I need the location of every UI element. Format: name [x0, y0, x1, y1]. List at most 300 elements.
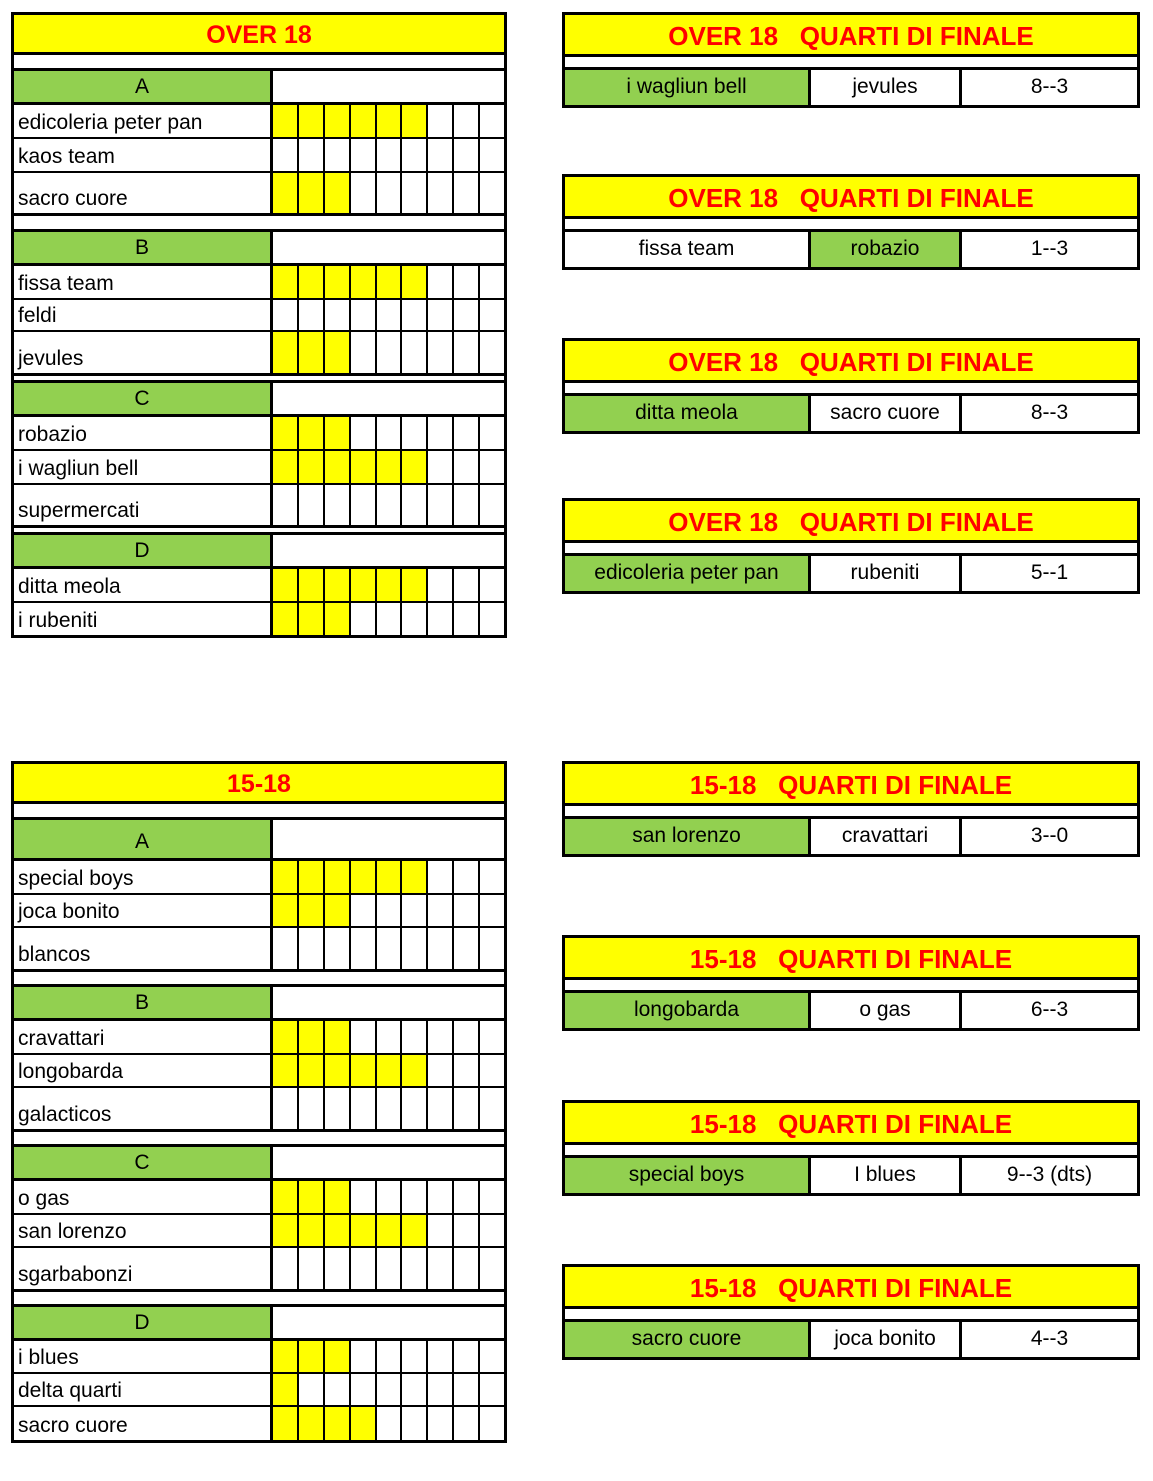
point-cell: [377, 173, 403, 213]
point-cell: [351, 928, 377, 969]
point-cell: [377, 266, 403, 298]
point-cell: [454, 603, 480, 635]
point-cell: [377, 1248, 403, 1289]
point-cell: [351, 1088, 377, 1129]
point-cell: [325, 1248, 351, 1289]
team-name: san lorenzo: [14, 1215, 273, 1246]
point-cell: [325, 300, 351, 330]
points-bar: [273, 300, 504, 330]
table-row: [14, 332, 504, 376]
match-row: [565, 993, 1137, 1028]
over18-groups-table: [11, 12, 507, 638]
point-cell: [377, 1181, 403, 1213]
match-box: [562, 761, 1140, 857]
point-cell: [454, 300, 480, 330]
point-cell: [299, 300, 325, 330]
point-cell: [428, 451, 454, 483]
table-row: [14, 266, 504, 300]
point-cell: [273, 1021, 299, 1053]
table-row: [14, 417, 504, 451]
point-cell: [402, 1341, 428, 1372]
point-cell: [351, 485, 377, 525]
home-team: special boys: [565, 1158, 811, 1193]
points-bar: [273, 266, 504, 298]
home-team: san lorenzo: [565, 819, 811, 854]
team-name: sacro cuore: [14, 173, 273, 213]
team-name: robazio: [14, 417, 273, 449]
point-cell: [325, 569, 351, 601]
point-cell: [299, 1341, 325, 1372]
point-cell: [273, 928, 299, 969]
match-title: 15-18 QUARTI DI FINALE: [565, 1103, 1137, 1145]
team-name: delta quarti: [14, 1374, 273, 1405]
point-cell: [480, 861, 504, 893]
group-header-a: A: [14, 820, 504, 861]
point-cell: [299, 1407, 325, 1440]
table-row: [14, 861, 504, 895]
point-cell: [299, 895, 325, 926]
point-cell: [402, 1181, 428, 1213]
point-cell: [480, 451, 504, 483]
match-score: 8--3: [1030, 75, 1069, 98]
point-cell: [325, 332, 351, 373]
point-cell: [454, 451, 480, 483]
point-cell: [273, 417, 299, 449]
point-cell: [480, 1374, 504, 1405]
point-cell: [351, 569, 377, 601]
point-cell: [480, 895, 504, 926]
point-cell: [351, 139, 377, 171]
point-cell: [402, 1021, 428, 1053]
away-team: sacro cuore: [811, 396, 962, 431]
point-cell: [454, 485, 480, 525]
point-cell: [402, 485, 428, 525]
point-cell: [480, 1021, 504, 1053]
away-team: o gas: [811, 993, 962, 1028]
point-cell: [454, 1374, 480, 1405]
point-cell: [351, 895, 377, 926]
point-cell: [325, 417, 351, 449]
match-score: 4--3: [1030, 1327, 1069, 1350]
section-title: OVER 18: [14, 15, 504, 55]
point-cell: [428, 928, 454, 969]
point-cell: [402, 173, 428, 213]
point-cell: [273, 1215, 299, 1246]
team-name: jevules: [14, 332, 273, 373]
point-cell: [454, 332, 480, 373]
table-row: [14, 1374, 504, 1407]
match-score: 5--1: [1030, 561, 1069, 584]
point-cell: [325, 266, 351, 298]
match-row: [565, 819, 1137, 854]
points-bar: [273, 1021, 504, 1053]
point-cell: [377, 895, 403, 926]
point-cell: [273, 105, 299, 137]
point-cell: [351, 861, 377, 893]
table-row: [14, 139, 504, 173]
point-cell: [351, 1374, 377, 1405]
match-box: [562, 174, 1140, 270]
point-cell: [351, 1215, 377, 1246]
table-row: [14, 1055, 504, 1088]
point-cell: [428, 139, 454, 171]
point-cell: [299, 1181, 325, 1213]
table-row: [14, 895, 504, 928]
group-header-a: A: [14, 71, 504, 105]
group-header-b: B: [14, 987, 504, 1021]
point-cell: [480, 1407, 504, 1440]
point-cell: [454, 1181, 480, 1213]
point-cell: [428, 1215, 454, 1246]
point-cell: [480, 266, 504, 298]
section-title: 15-18: [14, 764, 504, 804]
point-cell: [480, 300, 504, 330]
table-row: [14, 1088, 504, 1132]
point-cell: [325, 895, 351, 926]
point-cell: [428, 266, 454, 298]
point-cell: [273, 603, 299, 635]
point-cell: [480, 1248, 504, 1289]
point-cell: [325, 1181, 351, 1213]
point-cell: [480, 485, 504, 525]
team-name: joca bonito: [14, 895, 273, 926]
point-cell: [377, 1088, 403, 1129]
point-cell: [428, 332, 454, 373]
points-bar: [273, 332, 504, 373]
point-cell: [454, 861, 480, 893]
point-cell: [299, 417, 325, 449]
point-cell: [273, 266, 299, 298]
points-bar: [273, 1248, 504, 1289]
point-cell: [480, 1088, 504, 1129]
point-cell: [428, 861, 454, 893]
point-cell: [454, 895, 480, 926]
point-cell: [299, 139, 325, 171]
table-row: [14, 451, 504, 485]
points-bar: [273, 569, 504, 601]
point-cell: [402, 895, 428, 926]
point-cell: [480, 1181, 504, 1213]
point-cell: [402, 451, 428, 483]
point-cell: [351, 1407, 377, 1440]
point-cell: [402, 105, 428, 137]
match-title: 15-18 QUARTI DI FINALE: [565, 938, 1137, 980]
point-cell: [299, 1021, 325, 1053]
point-cell: [454, 1215, 480, 1246]
team-name: sacro cuore: [14, 1407, 273, 1440]
point-cell: [273, 139, 299, 171]
point-cell: [377, 1021, 403, 1053]
away-team: I blues: [811, 1158, 962, 1193]
point-cell: [428, 173, 454, 213]
point-cell: [351, 451, 377, 483]
match-score: 9--3 (dts): [1006, 1163, 1093, 1186]
group-header-b: B: [14, 232, 504, 266]
point-cell: [325, 1055, 351, 1086]
point-cell: [377, 300, 403, 330]
point-cell: [454, 417, 480, 449]
point-cell: [299, 603, 325, 635]
point-cell: [402, 1407, 428, 1440]
away-team: rubeniti: [811, 556, 962, 591]
point-cell: [299, 332, 325, 373]
match-title: OVER 18 QUARTI DI FINALE: [565, 501, 1137, 543]
point-cell: [325, 603, 351, 635]
point-cell: [377, 1374, 403, 1405]
point-cell: [351, 1021, 377, 1053]
point-cell: [428, 1021, 454, 1053]
point-cell: [480, 332, 504, 373]
match-box: [562, 338, 1140, 434]
point-cell: [377, 451, 403, 483]
table-row: [14, 1021, 504, 1055]
point-cell: [454, 569, 480, 601]
team-name: blancos: [14, 928, 273, 969]
point-cell: [454, 1021, 480, 1053]
point-cell: [273, 1341, 299, 1372]
point-cell: [454, 1248, 480, 1289]
match-box: [562, 1264, 1140, 1360]
table-row: [14, 603, 504, 635]
point-cell: [325, 173, 351, 213]
table-row: [14, 569, 504, 603]
point-cell: [377, 603, 403, 635]
point-cell: [325, 1021, 351, 1053]
point-cell: [454, 173, 480, 213]
point-cell: [480, 1215, 504, 1246]
point-cell: [299, 485, 325, 525]
point-cell: [377, 1215, 403, 1246]
point-cell: [299, 1215, 325, 1246]
table-row: [14, 105, 504, 139]
home-team: edicoleria peter pan: [565, 556, 811, 591]
point-cell: [428, 300, 454, 330]
match-row: [565, 556, 1137, 591]
point-cell: [351, 300, 377, 330]
point-cell: [299, 266, 325, 298]
point-cell: [273, 1374, 299, 1405]
points-bar: [273, 485, 504, 525]
match-title: OVER 18 QUARTI DI FINALE: [565, 341, 1137, 383]
points-bar: [273, 1341, 504, 1372]
point-cell: [428, 485, 454, 525]
point-cell: [454, 1088, 480, 1129]
team-name: i wagliun bell: [14, 451, 273, 483]
point-cell: [273, 451, 299, 483]
point-cell: [428, 603, 454, 635]
point-cell: [273, 332, 299, 373]
team-name: galacticos: [14, 1088, 273, 1129]
team-name: kaos team: [14, 139, 273, 171]
team-name: i blues: [14, 1341, 273, 1372]
point-cell: [480, 1341, 504, 1372]
point-cell: [480, 603, 504, 635]
point-cell: [402, 1088, 428, 1129]
point-cell: [299, 173, 325, 213]
team-name: i rubeniti: [14, 603, 273, 635]
points-bar: [273, 1181, 504, 1213]
point-cell: [377, 569, 403, 601]
point-cell: [377, 105, 403, 137]
table-row: [14, 300, 504, 332]
point-cell: [325, 451, 351, 483]
home-team: ditta meola: [565, 396, 811, 431]
away-team: joca bonito: [811, 1322, 962, 1357]
away-team: robazio: [811, 232, 962, 267]
point-cell: [428, 1407, 454, 1440]
point-cell: [428, 569, 454, 601]
point-cell: [299, 1088, 325, 1129]
team-name: special boys: [14, 861, 273, 893]
point-cell: [299, 861, 325, 893]
point-cell: [480, 173, 504, 213]
point-cell: [377, 928, 403, 969]
points-bar: [273, 603, 504, 635]
away-team: jevules: [811, 70, 962, 105]
match-title: 15-18 QUARTI DI FINALE: [565, 764, 1137, 806]
point-cell: [351, 105, 377, 137]
point-cell: [377, 139, 403, 171]
point-cell: [273, 895, 299, 926]
point-cell: [428, 1181, 454, 1213]
point-cell: [377, 1055, 403, 1086]
match-title: 15-18 QUARTI DI FINALE: [565, 1267, 1137, 1309]
group-header-c: C: [14, 1147, 504, 1181]
point-cell: [402, 1055, 428, 1086]
point-cell: [402, 569, 428, 601]
points-bar: [273, 173, 504, 213]
point-cell: [402, 1374, 428, 1405]
point-cell: [273, 1088, 299, 1129]
team-name: fissa team: [14, 266, 273, 298]
point-cell: [351, 332, 377, 373]
point-cell: [402, 300, 428, 330]
point-cell: [273, 1248, 299, 1289]
point-cell: [377, 861, 403, 893]
team-name: supermercati: [14, 485, 273, 525]
point-cell: [454, 1341, 480, 1372]
point-cell: [402, 417, 428, 449]
point-cell: [325, 485, 351, 525]
point-cell: [325, 1374, 351, 1405]
table-row: [14, 1341, 504, 1374]
point-cell: [325, 105, 351, 137]
point-cell: [402, 603, 428, 635]
group-header-d: D: [14, 535, 504, 569]
away-team: cravattari: [811, 819, 962, 854]
point-cell: [351, 1248, 377, 1289]
points-bar: [273, 1407, 504, 1440]
point-cell: [351, 1341, 377, 1372]
point-cell: [428, 417, 454, 449]
match-title: OVER 18 QUARTI DI FINALE: [565, 177, 1137, 219]
home-team: longobarda: [565, 993, 811, 1028]
points-bar: [273, 928, 504, 969]
points-bar: [273, 1215, 504, 1246]
point-cell: [351, 1055, 377, 1086]
point-cell: [299, 1248, 325, 1289]
table-row: [14, 1215, 504, 1248]
point-cell: [428, 895, 454, 926]
point-cell: [402, 266, 428, 298]
point-cell: [480, 105, 504, 137]
point-cell: [428, 105, 454, 137]
point-cell: [377, 485, 403, 525]
point-cell: [377, 1341, 403, 1372]
point-cell: [273, 569, 299, 601]
point-cell: [402, 139, 428, 171]
match-row: [565, 396, 1137, 431]
point-cell: [325, 1215, 351, 1246]
group-header-c: C: [14, 383, 504, 417]
point-cell: [273, 173, 299, 213]
point-cell: [299, 1374, 325, 1405]
point-cell: [377, 417, 403, 449]
point-cell: [351, 417, 377, 449]
points-bar: [273, 139, 504, 171]
point-cell: [325, 139, 351, 171]
point-cell: [351, 173, 377, 213]
table-row: [14, 928, 504, 972]
point-cell: [273, 1055, 299, 1086]
point-cell: [428, 1341, 454, 1372]
point-cell: [454, 1055, 480, 1086]
home-team: fissa team: [565, 232, 811, 267]
match-row: [565, 232, 1137, 267]
u18-groups-table: [11, 761, 507, 1443]
points-bar: [273, 895, 504, 926]
point-cell: [325, 928, 351, 969]
match-box: [562, 12, 1140, 108]
point-cell: [299, 451, 325, 483]
team-name: sgarbabonzi: [14, 1248, 273, 1289]
home-team: i wagliun bell: [565, 70, 811, 105]
point-cell: [377, 332, 403, 373]
match-box: [562, 935, 1140, 1031]
point-cell: [325, 1088, 351, 1129]
points-bar: [273, 1055, 504, 1086]
table-row: [14, 1407, 504, 1440]
point-cell: [377, 1407, 403, 1440]
point-cell: [402, 1248, 428, 1289]
match-row: [565, 1158, 1137, 1193]
home-team: sacro cuore: [565, 1322, 811, 1357]
point-cell: [273, 1407, 299, 1440]
point-cell: [428, 1374, 454, 1405]
point-cell: [480, 139, 504, 171]
point-cell: [454, 139, 480, 171]
team-name: ditta meola: [14, 569, 273, 601]
point-cell: [351, 603, 377, 635]
point-cell: [480, 417, 504, 449]
points-bar: [273, 861, 504, 893]
match-row: [565, 1322, 1137, 1357]
point-cell: [299, 105, 325, 137]
group-header-d: D: [14, 1307, 504, 1341]
point-cell: [299, 928, 325, 969]
table-row: [14, 1181, 504, 1215]
team-name: edicoleria peter pan: [14, 105, 273, 137]
point-cell: [273, 1181, 299, 1213]
point-cell: [325, 1407, 351, 1440]
points-bar: [273, 1374, 504, 1405]
point-cell: [454, 266, 480, 298]
point-cell: [325, 1341, 351, 1372]
points-bar: [273, 417, 504, 449]
match-score: 6--3: [1030, 998, 1069, 1021]
point-cell: [351, 1181, 377, 1213]
point-cell: [454, 1407, 480, 1440]
